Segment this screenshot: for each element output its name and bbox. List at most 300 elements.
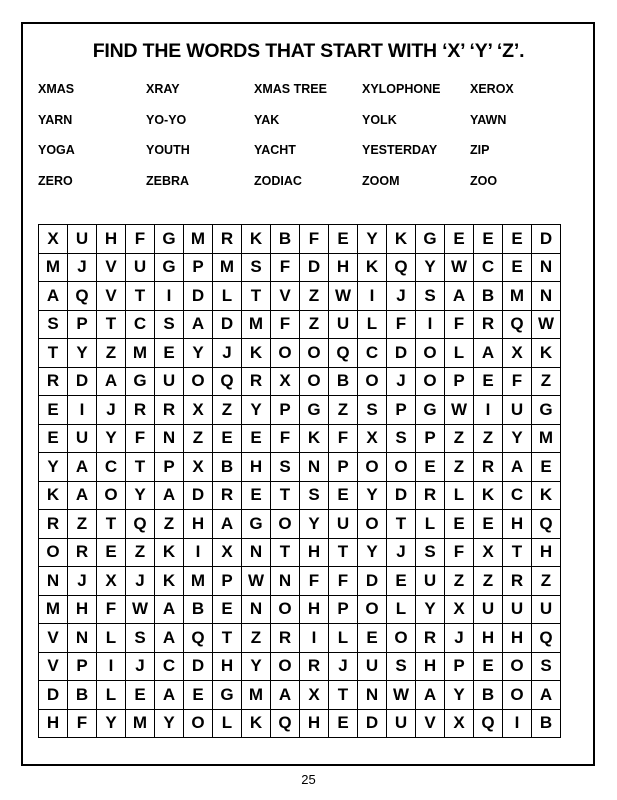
grid-cell[interactable]: E <box>474 367 503 396</box>
grid-cell[interactable]: D <box>532 225 561 254</box>
grid-cell[interactable]: N <box>532 253 561 282</box>
grid-cell[interactable]: L <box>387 595 416 624</box>
grid-cell[interactable]: F <box>445 310 474 339</box>
grid-cell[interactable]: B <box>68 681 97 710</box>
grid-cell[interactable]: M <box>39 595 68 624</box>
grid-cell[interactable]: O <box>184 367 213 396</box>
grid-cell[interactable]: Z <box>213 396 242 425</box>
grid-cell[interactable]: M <box>184 225 213 254</box>
grid-cell[interactable]: Y <box>416 253 445 282</box>
grid-cell[interactable]: V <box>271 282 300 311</box>
grid-cell[interactable]: Z <box>445 424 474 453</box>
grid-cell[interactable]: J <box>213 339 242 368</box>
grid-cell[interactable]: Z <box>97 339 126 368</box>
grid-cell[interactable]: O <box>184 709 213 738</box>
grid-cell[interactable]: J <box>387 538 416 567</box>
grid-cell[interactable]: X <box>39 225 68 254</box>
grid-cell[interactable]: Q <box>329 339 358 368</box>
grid-cell[interactable]: O <box>300 367 329 396</box>
grid-cell[interactable]: D <box>387 481 416 510</box>
grid-cell[interactable]: M <box>39 253 68 282</box>
grid-cell[interactable]: K <box>387 225 416 254</box>
grid-cell[interactable]: D <box>184 282 213 311</box>
grid-cell[interactable]: U <box>329 310 358 339</box>
grid-cell[interactable]: W <box>445 253 474 282</box>
grid-cell[interactable]: R <box>213 481 242 510</box>
grid-cell[interactable]: A <box>155 624 184 653</box>
grid-cell[interactable]: M <box>126 709 155 738</box>
grid-cell[interactable]: E <box>503 253 532 282</box>
grid-cell[interactable]: D <box>184 481 213 510</box>
grid-cell[interactable]: A <box>474 339 503 368</box>
grid-cell[interactable]: R <box>474 453 503 482</box>
grid-cell[interactable]: O <box>271 510 300 539</box>
grid-cell[interactable]: I <box>97 652 126 681</box>
grid-cell[interactable]: Z <box>532 567 561 596</box>
grid-cell[interactable]: X <box>474 538 503 567</box>
grid-cell[interactable]: C <box>503 481 532 510</box>
grid-cell[interactable]: Q <box>184 624 213 653</box>
grid-cell[interactable]: A <box>503 453 532 482</box>
grid-cell[interactable]: Q <box>213 367 242 396</box>
grid-cell[interactable]: S <box>271 453 300 482</box>
grid-cell[interactable]: H <box>39 709 68 738</box>
grid-cell[interactable]: I <box>184 538 213 567</box>
grid-cell[interactable]: F <box>271 253 300 282</box>
grid-cell[interactable]: E <box>387 567 416 596</box>
grid-cell[interactable]: C <box>358 339 387 368</box>
grid-cell[interactable]: M <box>532 424 561 453</box>
grid-cell[interactable]: M <box>213 253 242 282</box>
grid-cell[interactable]: B <box>213 453 242 482</box>
grid-cell[interactable]: P <box>68 652 97 681</box>
grid-cell[interactable]: N <box>68 624 97 653</box>
grid-cell[interactable]: P <box>184 253 213 282</box>
grid-cell[interactable]: T <box>126 282 155 311</box>
grid-cell[interactable]: R <box>213 225 242 254</box>
grid-cell[interactable]: Y <box>416 595 445 624</box>
grid-cell[interactable]: F <box>503 367 532 396</box>
grid-cell[interactable]: T <box>329 538 358 567</box>
grid-cell[interactable]: U <box>358 652 387 681</box>
grid-cell[interactable]: U <box>387 709 416 738</box>
grid-cell[interactable]: Y <box>358 481 387 510</box>
grid-cell[interactable]: O <box>271 595 300 624</box>
grid-cell[interactable]: Q <box>68 282 97 311</box>
grid-cell[interactable]: Y <box>242 396 271 425</box>
grid-cell[interactable]: O <box>97 481 126 510</box>
grid-cell[interactable]: S <box>358 396 387 425</box>
grid-cell[interactable]: W <box>126 595 155 624</box>
grid-cell[interactable]: E <box>329 481 358 510</box>
grid-cell[interactable]: E <box>358 624 387 653</box>
grid-cell[interactable]: P <box>445 652 474 681</box>
grid-cell[interactable]: Y <box>242 652 271 681</box>
grid-cell[interactable]: M <box>242 310 271 339</box>
grid-cell[interactable]: T <box>387 510 416 539</box>
grid-cell[interactable]: K <box>39 481 68 510</box>
grid-cell[interactable]: K <box>155 567 184 596</box>
grid-cell[interactable]: U <box>155 367 184 396</box>
grid-cell[interactable]: A <box>271 681 300 710</box>
grid-cell[interactable]: K <box>474 481 503 510</box>
grid-cell[interactable]: W <box>445 396 474 425</box>
grid-cell[interactable]: W <box>329 282 358 311</box>
grid-cell[interactable]: S <box>300 481 329 510</box>
grid-cell[interactable]: V <box>39 624 68 653</box>
grid-cell[interactable]: M <box>242 681 271 710</box>
grid-cell[interactable]: G <box>300 396 329 425</box>
grid-cell[interactable]: B <box>474 282 503 311</box>
grid-cell[interactable]: E <box>213 424 242 453</box>
grid-cell[interactable]: B <box>184 595 213 624</box>
grid-cell[interactable]: S <box>39 310 68 339</box>
grid-cell[interactable]: E <box>329 225 358 254</box>
grid-cell[interactable]: K <box>532 339 561 368</box>
grid-cell[interactable]: J <box>445 624 474 653</box>
grid-cell[interactable]: T <box>97 310 126 339</box>
grid-cell[interactable]: Q <box>387 253 416 282</box>
grid-cell[interactable]: O <box>39 538 68 567</box>
grid-cell[interactable]: L <box>213 709 242 738</box>
grid-cell[interactable]: T <box>503 538 532 567</box>
grid-cell[interactable]: F <box>300 567 329 596</box>
grid-cell[interactable]: T <box>329 681 358 710</box>
grid-cell[interactable]: K <box>242 709 271 738</box>
grid-cell[interactable]: G <box>213 681 242 710</box>
grid-cell[interactable]: H <box>300 538 329 567</box>
grid-cell[interactable]: O <box>300 339 329 368</box>
grid-cell[interactable]: N <box>242 595 271 624</box>
grid-cell[interactable]: L <box>416 510 445 539</box>
grid-cell[interactable]: R <box>39 510 68 539</box>
grid-cell[interactable]: Z <box>445 567 474 596</box>
grid-cell[interactable]: A <box>213 510 242 539</box>
grid-cell[interactable]: D <box>68 367 97 396</box>
grid-cell[interactable]: F <box>97 595 126 624</box>
grid-cell[interactable]: F <box>271 424 300 453</box>
grid-cell[interactable]: E <box>416 453 445 482</box>
grid-cell[interactable]: A <box>184 310 213 339</box>
grid-cell[interactable]: C <box>97 453 126 482</box>
grid-cell[interactable]: X <box>184 396 213 425</box>
grid-cell[interactable]: H <box>474 624 503 653</box>
grid-cell[interactable]: G <box>155 225 184 254</box>
grid-cell[interactable]: C <box>474 253 503 282</box>
grid-cell[interactable]: T <box>213 624 242 653</box>
grid-cell[interactable]: O <box>358 595 387 624</box>
grid-cell[interactable]: X <box>213 538 242 567</box>
grid-cell[interactable]: P <box>271 396 300 425</box>
grid-cell[interactable]: J <box>387 367 416 396</box>
grid-cell[interactable]: R <box>271 624 300 653</box>
grid-cell[interactable]: S <box>126 624 155 653</box>
grid-cell[interactable]: F <box>445 538 474 567</box>
grid-cell[interactable]: K <box>358 253 387 282</box>
grid-cell[interactable]: Z <box>126 538 155 567</box>
grid-cell[interactable]: A <box>97 367 126 396</box>
grid-cell[interactable]: H <box>300 709 329 738</box>
grid-cell[interactable]: T <box>97 510 126 539</box>
grid-cell[interactable]: P <box>445 367 474 396</box>
grid-cell[interactable]: F <box>271 310 300 339</box>
grid-cell[interactable]: Y <box>503 424 532 453</box>
grid-cell[interactable]: E <box>445 510 474 539</box>
grid-cell[interactable]: J <box>126 567 155 596</box>
grid-cell[interactable]: O <box>416 367 445 396</box>
grid-cell[interactable]: J <box>97 396 126 425</box>
grid-cell[interactable]: X <box>503 339 532 368</box>
grid-cell[interactable]: E <box>213 595 242 624</box>
grid-cell[interactable]: T <box>242 282 271 311</box>
grid-cell[interactable]: U <box>474 595 503 624</box>
grid-cell[interactable]: X <box>445 709 474 738</box>
grid-cell[interactable]: P <box>416 424 445 453</box>
grid-cell[interactable]: S <box>416 538 445 567</box>
grid-cell[interactable]: L <box>445 339 474 368</box>
grid-cell[interactable]: T <box>271 538 300 567</box>
grid-cell[interactable]: G <box>416 225 445 254</box>
grid-cell[interactable]: G <box>532 396 561 425</box>
grid-cell[interactable]: O <box>271 652 300 681</box>
grid-cell[interactable]: Y <box>39 453 68 482</box>
grid-cell[interactable]: G <box>126 367 155 396</box>
grid-cell[interactable]: E <box>329 709 358 738</box>
grid-cell[interactable]: L <box>445 481 474 510</box>
grid-cell[interactable]: G <box>155 253 184 282</box>
grid-cell[interactable]: B <box>532 709 561 738</box>
grid-cell[interactable]: Y <box>358 225 387 254</box>
grid-cell[interactable]: R <box>68 538 97 567</box>
grid-cell[interactable]: S <box>416 282 445 311</box>
grid-cell[interactable]: D <box>358 709 387 738</box>
grid-cell[interactable]: K <box>242 225 271 254</box>
grid-cell[interactable]: Z <box>155 510 184 539</box>
grid-cell[interactable]: H <box>329 253 358 282</box>
grid-cell[interactable]: D <box>213 310 242 339</box>
grid-cell[interactable]: Y <box>68 339 97 368</box>
grid-cell[interactable]: X <box>445 595 474 624</box>
grid-cell[interactable]: F <box>387 310 416 339</box>
grid-cell[interactable]: A <box>155 681 184 710</box>
grid-cell[interactable]: M <box>126 339 155 368</box>
grid-cell[interactable]: F <box>68 709 97 738</box>
grid-cell[interactable]: L <box>213 282 242 311</box>
grid-cell[interactable]: H <box>242 453 271 482</box>
grid-cell[interactable]: E <box>474 652 503 681</box>
grid-cell[interactable]: J <box>387 282 416 311</box>
grid-cell[interactable]: L <box>358 310 387 339</box>
grid-cell[interactable]: V <box>97 253 126 282</box>
grid-cell[interactable]: U <box>532 595 561 624</box>
grid-cell[interactable]: Z <box>242 624 271 653</box>
grid-cell[interactable]: O <box>503 652 532 681</box>
grid-cell[interactable]: F <box>329 424 358 453</box>
grid-cell[interactable]: W <box>242 567 271 596</box>
grid-cell[interactable]: U <box>68 424 97 453</box>
grid-cell[interactable]: A <box>68 481 97 510</box>
grid-cell[interactable]: H <box>213 652 242 681</box>
grid-cell[interactable]: H <box>503 510 532 539</box>
grid-cell[interactable]: Z <box>300 282 329 311</box>
grid-cell[interactable]: H <box>68 595 97 624</box>
grid-cell[interactable]: A <box>68 453 97 482</box>
grid-cell[interactable]: S <box>387 652 416 681</box>
grid-cell[interactable]: S <box>532 652 561 681</box>
grid-cell[interactable]: D <box>184 652 213 681</box>
grid-cell[interactable]: D <box>358 567 387 596</box>
grid-cell[interactable]: O <box>358 367 387 396</box>
grid-cell[interactable]: E <box>97 538 126 567</box>
grid-cell[interactable]: E <box>39 424 68 453</box>
grid-cell[interactable]: E <box>503 225 532 254</box>
grid-cell[interactable]: P <box>329 453 358 482</box>
grid-cell[interactable]: K <box>300 424 329 453</box>
grid-cell[interactable]: R <box>39 367 68 396</box>
grid-cell[interactable]: Y <box>126 481 155 510</box>
grid-cell[interactable]: B <box>474 681 503 710</box>
grid-cell[interactable]: E <box>155 339 184 368</box>
grid-cell[interactable]: Z <box>329 396 358 425</box>
grid-cell[interactable]: R <box>474 310 503 339</box>
grid-cell[interactable]: S <box>155 310 184 339</box>
grid-cell[interactable]: Y <box>358 538 387 567</box>
grid-cell[interactable]: A <box>39 282 68 311</box>
grid-cell[interactable]: I <box>68 396 97 425</box>
grid-cell[interactable]: A <box>155 595 184 624</box>
grid-cell[interactable]: K <box>532 481 561 510</box>
grid-cell[interactable]: X <box>97 567 126 596</box>
grid-cell[interactable]: Q <box>126 510 155 539</box>
grid-cell[interactable]: H <box>184 510 213 539</box>
grid-cell[interactable]: P <box>213 567 242 596</box>
grid-cell[interactable]: J <box>126 652 155 681</box>
grid-cell[interactable]: X <box>271 367 300 396</box>
grid-cell[interactable]: O <box>358 453 387 482</box>
grid-cell[interactable]: A <box>416 681 445 710</box>
grid-cell[interactable]: Z <box>184 424 213 453</box>
grid-cell[interactable]: N <box>532 282 561 311</box>
grid-cell[interactable]: T <box>39 339 68 368</box>
grid-cell[interactable]: I <box>474 396 503 425</box>
grid-cell[interactable]: J <box>329 652 358 681</box>
grid-cell[interactable]: U <box>126 253 155 282</box>
grid-cell[interactable]: I <box>155 282 184 311</box>
grid-cell[interactable]: K <box>155 538 184 567</box>
grid-cell[interactable]: T <box>271 481 300 510</box>
grid-cell[interactable]: N <box>155 424 184 453</box>
grid-cell[interactable]: H <box>416 652 445 681</box>
grid-cell[interactable]: E <box>445 225 474 254</box>
grid-cell[interactable]: R <box>416 481 445 510</box>
grid-cell[interactable]: Z <box>474 567 503 596</box>
grid-cell[interactable]: O <box>503 681 532 710</box>
grid-cell[interactable]: S <box>387 424 416 453</box>
grid-cell[interactable]: G <box>416 396 445 425</box>
grid-cell[interactable]: E <box>474 510 503 539</box>
grid-cell[interactable]: E <box>242 481 271 510</box>
grid-cell[interactable]: Z <box>532 367 561 396</box>
grid-cell[interactable]: N <box>39 567 68 596</box>
grid-cell[interactable]: Z <box>474 424 503 453</box>
grid-cell[interactable]: L <box>329 624 358 653</box>
grid-cell[interactable]: G <box>242 510 271 539</box>
grid-cell[interactable]: M <box>503 282 532 311</box>
grid-cell[interactable]: X <box>358 424 387 453</box>
grid-cell[interactable]: L <box>97 624 126 653</box>
grid-cell[interactable]: F <box>329 567 358 596</box>
grid-cell[interactable]: I <box>503 709 532 738</box>
grid-cell[interactable]: Y <box>184 339 213 368</box>
grid-cell[interactable]: J <box>68 253 97 282</box>
grid-cell[interactable]: Q <box>532 510 561 539</box>
grid-cell[interactable]: F <box>126 424 155 453</box>
grid-cell[interactable]: N <box>358 681 387 710</box>
grid-cell[interactable]: U <box>503 396 532 425</box>
grid-cell[interactable]: V <box>39 652 68 681</box>
grid-cell[interactable]: P <box>329 595 358 624</box>
grid-cell[interactable]: Z <box>68 510 97 539</box>
grid-cell[interactable]: N <box>242 538 271 567</box>
grid-cell[interactable]: Q <box>532 624 561 653</box>
grid-cell[interactable]: E <box>184 681 213 710</box>
grid-cell[interactable]: C <box>126 310 155 339</box>
grid-cell[interactable]: W <box>532 310 561 339</box>
grid-cell[interactable]: Y <box>97 709 126 738</box>
grid-cell[interactable]: O <box>416 339 445 368</box>
grid-cell[interactable]: E <box>126 681 155 710</box>
grid-cell[interactable]: V <box>97 282 126 311</box>
grid-cell[interactable]: I <box>416 310 445 339</box>
grid-cell[interactable]: U <box>68 225 97 254</box>
grid-cell[interactable]: X <box>300 681 329 710</box>
grid-cell[interactable]: P <box>68 310 97 339</box>
grid-cell[interactable]: W <box>387 681 416 710</box>
grid-cell[interactable]: D <box>300 253 329 282</box>
grid-cell[interactable]: T <box>126 453 155 482</box>
grid-cell[interactable]: Y <box>300 510 329 539</box>
grid-cell[interactable]: C <box>155 652 184 681</box>
grid-cell[interactable]: R <box>126 396 155 425</box>
grid-cell[interactable]: P <box>387 396 416 425</box>
grid-cell[interactable]: D <box>39 681 68 710</box>
grid-cell[interactable]: I <box>358 282 387 311</box>
grid-cell[interactable]: X <box>184 453 213 482</box>
grid-cell[interactable]: R <box>300 652 329 681</box>
grid-cell[interactable]: Z <box>445 453 474 482</box>
grid-cell[interactable]: E <box>532 453 561 482</box>
grid-cell[interactable]: Y <box>97 424 126 453</box>
grid-cell[interactable]: U <box>329 510 358 539</box>
grid-cell[interactable]: M <box>184 567 213 596</box>
grid-cell[interactable]: E <box>39 396 68 425</box>
grid-cell[interactable]: Y <box>445 681 474 710</box>
grid-cell[interactable]: H <box>503 624 532 653</box>
grid-cell[interactable]: H <box>97 225 126 254</box>
grid-cell[interactable]: V <box>416 709 445 738</box>
grid-cell[interactable]: K <box>242 339 271 368</box>
grid-cell[interactable]: Z <box>300 310 329 339</box>
grid-cell[interactable]: U <box>416 567 445 596</box>
grid-cell[interactable]: B <box>271 225 300 254</box>
grid-cell[interactable]: F <box>126 225 155 254</box>
grid-cell[interactable]: N <box>271 567 300 596</box>
grid-cell[interactable]: B <box>329 367 358 396</box>
grid-cell[interactable]: A <box>532 681 561 710</box>
grid-cell[interactable]: O <box>387 453 416 482</box>
grid-cell[interactable]: R <box>503 567 532 596</box>
grid-cell[interactable]: J <box>68 567 97 596</box>
